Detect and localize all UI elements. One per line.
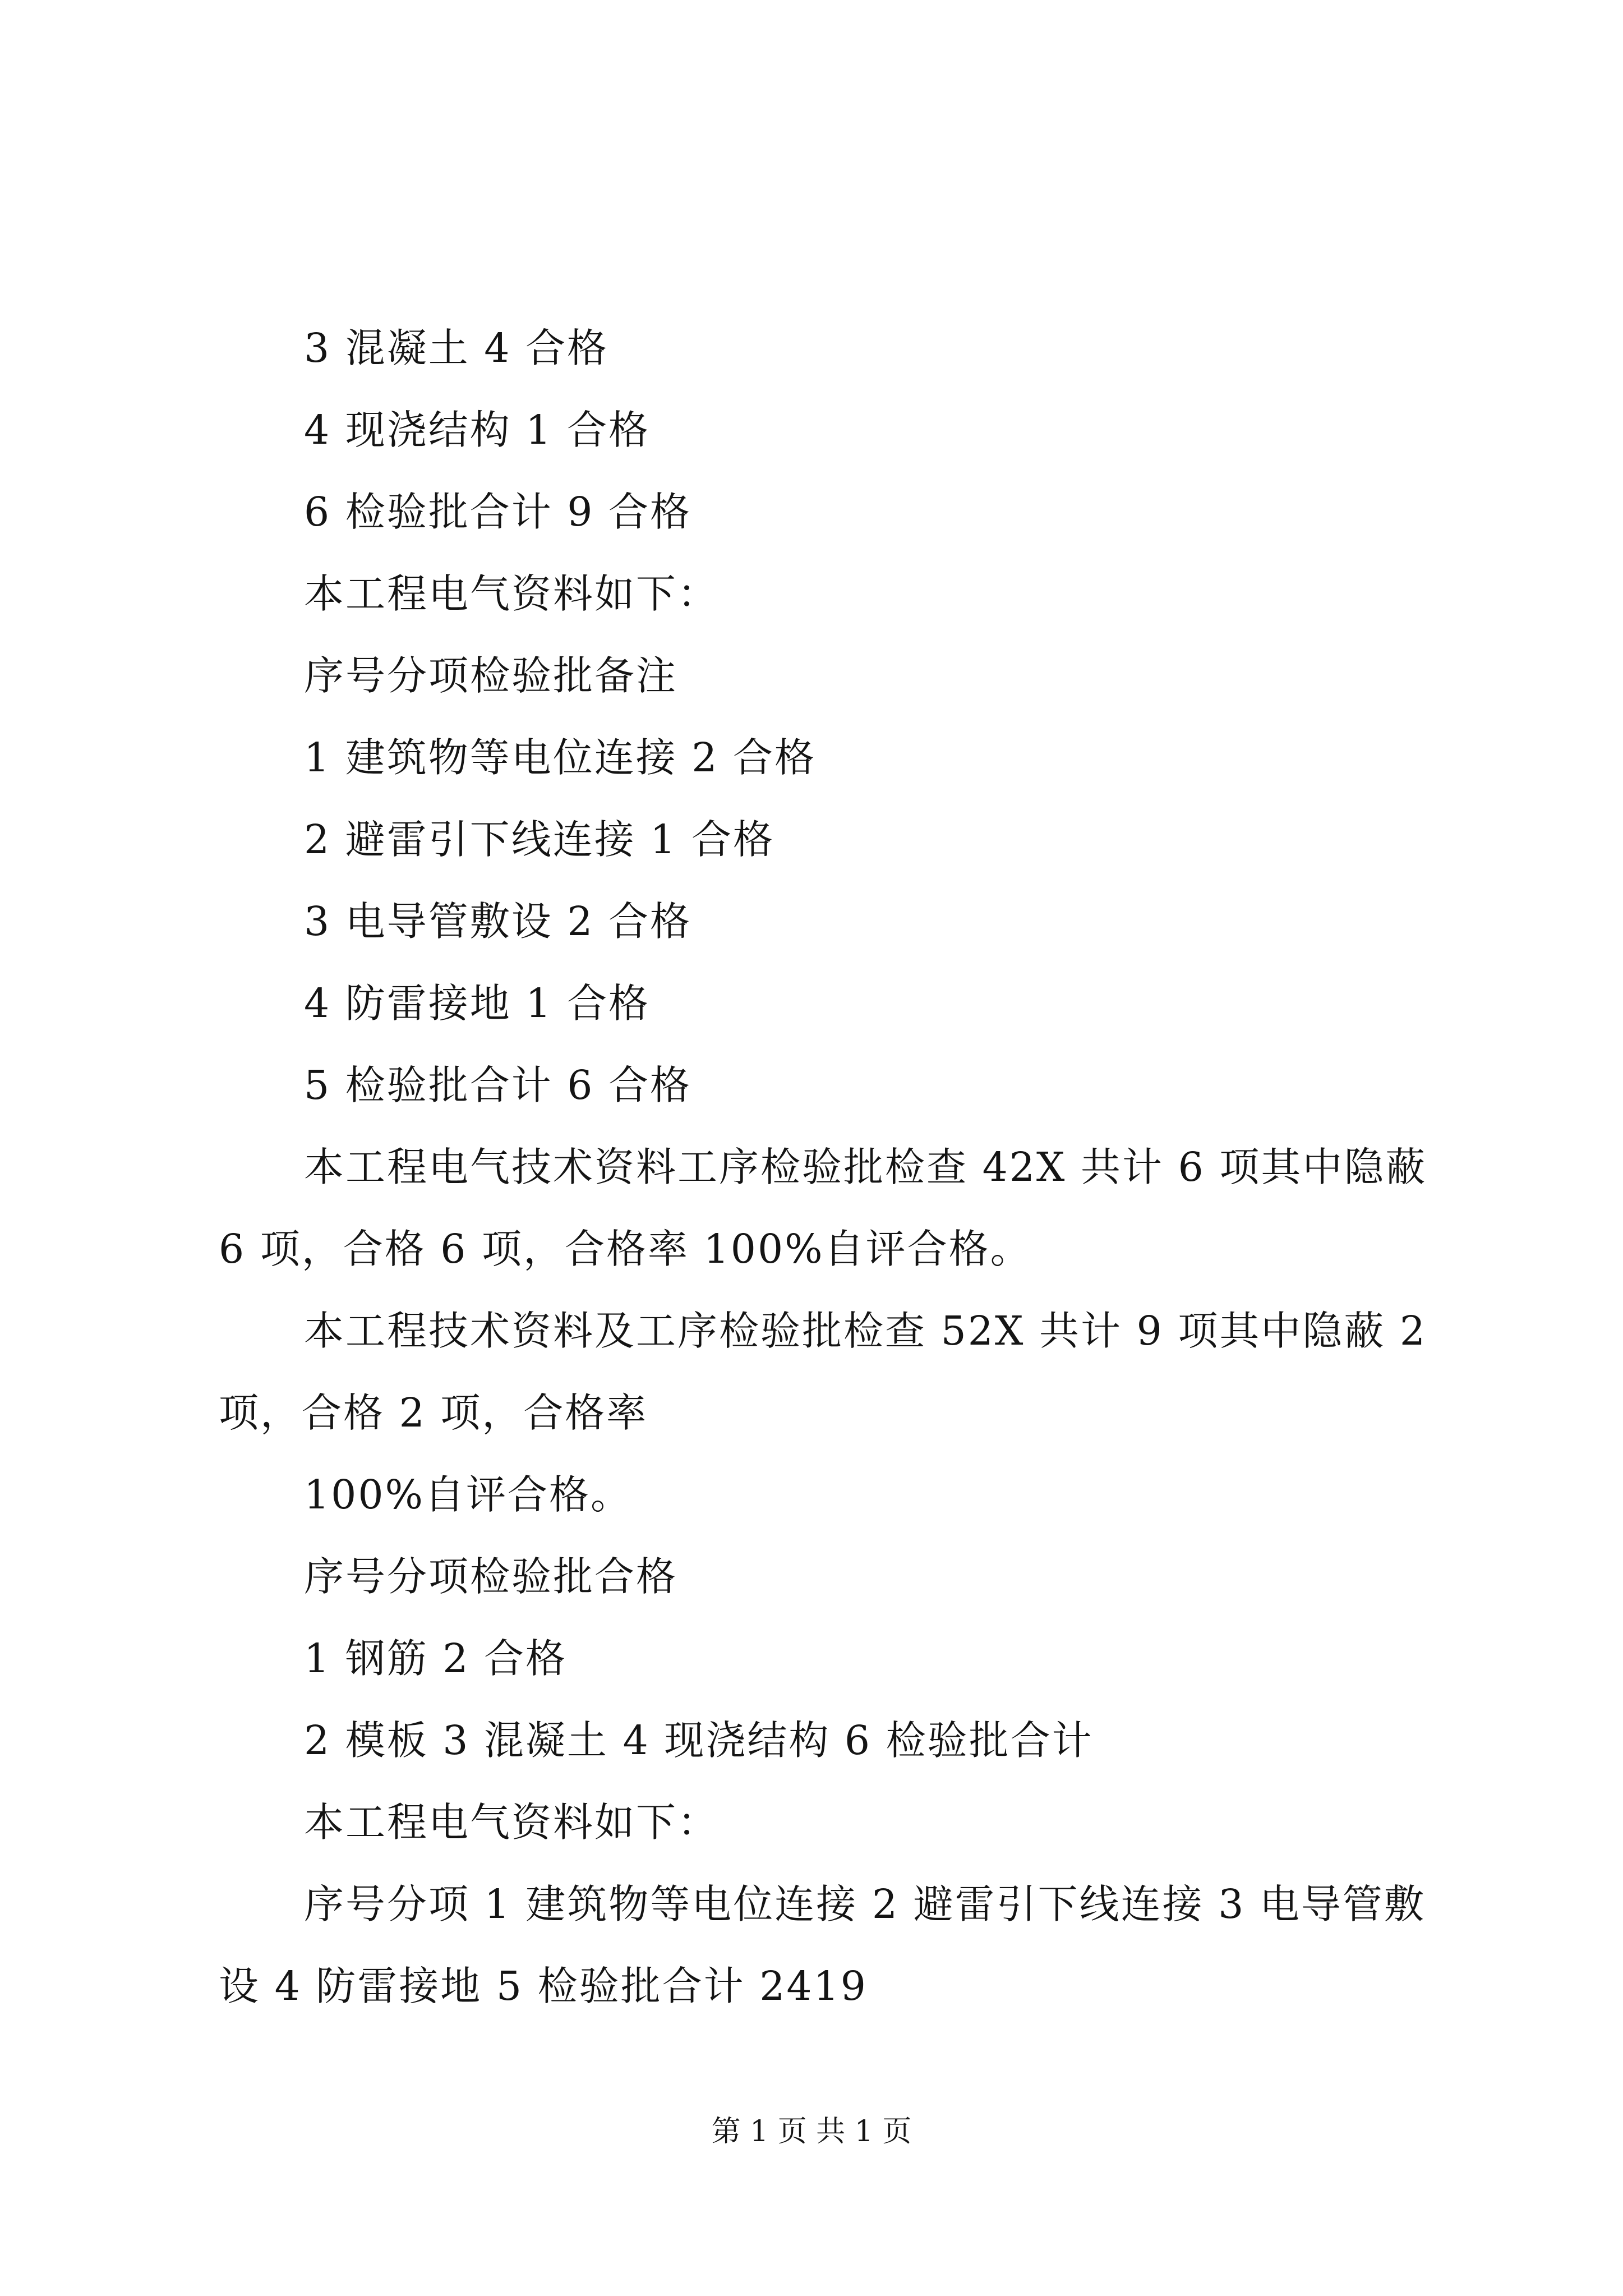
paragraph: 序号分项检验批备注 [304, 652, 678, 699]
paragraph: 本工程电气技术资料工序检验批检查 42X 共计 6 项其中隐蔽 6 项，合格 6 项，合格率 100%自评合格。 [219, 1144, 1427, 1272]
paragraph: 3 电导管敷设 2 合格 [304, 898, 692, 945]
paragraph: 4 防雷接地 1 合格 [304, 980, 651, 1027]
page-footer: 第 1 页 共 1 页 [711, 2115, 912, 2148]
paragraph: 序号分项检验批合格 [304, 1553, 678, 1600]
paragraph: 2 避雷引下线连接 1 合格 [304, 816, 775, 863]
paragraph: 100%自评合格。 [304, 1471, 632, 1518]
paragraph: 1 钢筋 2 合格 [304, 1635, 568, 1682]
paragraph: 本工程电气资料如下： [304, 570, 720, 617]
paragraph: 6 检验批合计 9 合格 [304, 489, 692, 535]
paragraph: 1 建筑物等电位连接 2 合格 [304, 734, 817, 781]
paragraph: 序号分项 1 建筑物等电位连接 2 避雷引下线连接 3 电导管敷设 4 防雷接地 5 检验批合计 2419 [219, 1881, 1426, 2009]
paragraph: 5 检验批合计 6 合格 [304, 1062, 692, 1108]
paragraph: 4 现浇结构 1 合格 [304, 407, 651, 453]
document-body [219, 307, 1430, 2027]
paragraph: 2 模板 3 混凝土 4 现浇结构 6 检验批合计 [304, 1717, 1094, 1764]
paragraph: 3 混凝土 4 合格 [304, 325, 609, 371]
paragraph: 本工程技术资料及工序检验批检查 52X 共计 9 项其中隐蔽 2 项，合格 2 项，合格率 [219, 1308, 1427, 1436]
paragraph: 本工程电气资料如下： [304, 1799, 720, 1846]
